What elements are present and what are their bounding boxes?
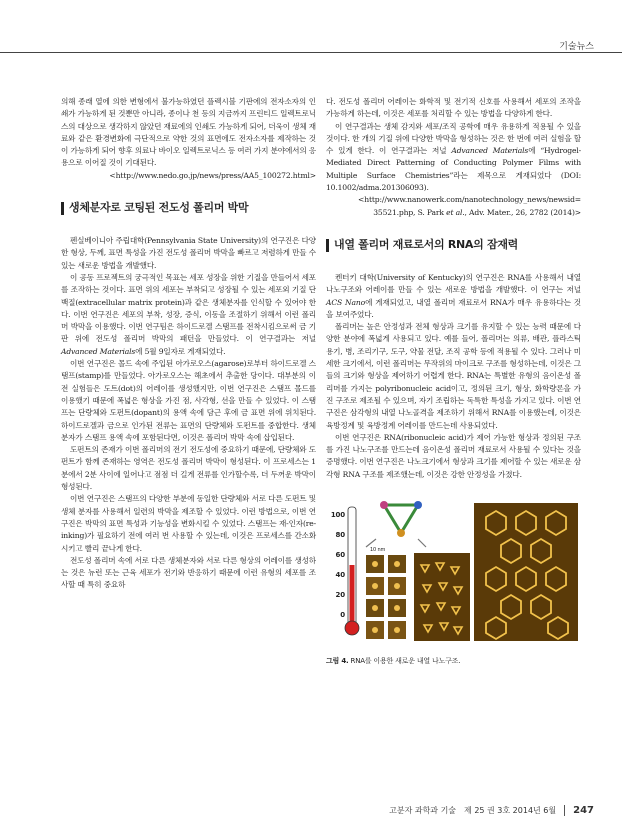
article-heading (61, 202, 316, 215)
afm-images-small (366, 555, 406, 639)
footer-issue: 제 25 권 3호 2014년 6월 (464, 806, 557, 815)
page-number: 247 (564, 805, 594, 816)
paragraph-text: 이 공동 프로젝트의 궁극적인 목표는 세포 성장을 위한 기질을 만들어서 세포를 조작하는 것이다. 표면 위의 세포는 부착되고 성장될 수 있는 세포외 기질 단백질(extracellular matrix protein)과 같은 생체분자를 인식할 수 있어야 한다. 이번 연구진은 세포의 부착, 성장, 증식, 이동을 조절하기 위해서 이런 폴리머 박막을 이용했다. 이번 연구팀은 하이드로겔 스탬프를 전착시킴으로써 금 기판 위에 전도성 폴리머 박막의 패턴을 만들었다. 이 연구결과는 저널 (61, 272, 316, 344)
paragraph-text: 에 “Hydrogel-Mediated Direct Patterning of Conducting Polymer Films with Multiple Surface Chemistries”라는 제목으로 게재되었다 (DOI: 10.1002/adma.201306093). (326, 146, 582, 193)
link-text: 35521.php, S. Park (373, 207, 444, 217)
figure-caption (326, 655, 581, 667)
journal-name: ACS Nano (326, 297, 366, 307)
paragraph (61, 272, 316, 358)
paragraph: 이번 연구진은 몰드 속에 주입된 아가로오스(agarose)로부터 하이드로겔 스탬프(stamp)를 만들었다. 아가로오스는 해초에서 추출한 당이다. 대부분의 이전 실험들은 도트(dot)의 어레이를 생성했지만, 이번 연구진은 스탬프 몰드를 이용했기 때문에 폭넓은 형상을 가진 점, 사각형, 선을 만들 수 있었다. 이 스탬프는 단량체와 도펀트(dopant)의 용액 속에 담근 후에 금 표면 위에 위치된다. 하이드로겔과 금으로 인가된 전류는 표면의 단량체와 도펀트를 중합한다. 생체 분자가 스탬프 용액 속에 포함된다면, 이것은 폴리머 박막 속에 삽입된다. (61, 359, 316, 442)
journal-name: Advanced Materials (451, 146, 529, 156)
heading-text: 내열 폴리머 재료로서의 RNA의 잠재력 (334, 238, 518, 252)
article-heading (326, 239, 581, 252)
rna-triangle-model (366, 501, 426, 547)
paragraph: 이번 연구진은 RNA(ribonucleic acid)가 제어 가능한 형상과 정의된 구조를 가진 나노구조를 만드는데 음이온성 폴리머 재료로서 사용될 수 있다는 것을 증명했다. 이번 연구진은 나노크기에서 형상과 크기를 제어할 수 있는 새로운 삼각형 RNA 구조를 제조했는데, 이것은 강한 안정성을 가졌다. (326, 432, 581, 479)
paragraph: 의해 종래 열에 의한 변형에서 불가능하였던 플렉시블 기판에의 전자소자의 인쇄가 가능하게 된 것뿐만 아니라, 종이나 천 등의 지금까지 프린티드 일렉트로닉스의 대상으로 생각하지 않았던 재료에의 인쇄도 가능하게 되어, 더욱이 생체 재료와 같은 환경변화에 극단적으로 약한 것의 표면에도 전자소자를 제작하는 것이 가능하게 되어 향후 의료나 바이오 일렉트로닉스 등 여러 가지 분야에서의 응용으로 이어질 것이 기대된다. (61, 97, 316, 168)
figure-graphic (326, 495, 581, 645)
link-text: ., Adv. Mater., 26, 2782 (2014)> (462, 207, 581, 217)
scale-bar-label: 10 nm (370, 547, 386, 554)
afm-image-array-1 (414, 553, 470, 641)
journal-name: Advanced Materials (61, 346, 136, 356)
thermo-tick: 60 (335, 551, 345, 560)
thermometer (345, 507, 359, 635)
figure-4 (326, 495, 581, 666)
footer-journal: 고분자 과학과 기술 (389, 806, 457, 815)
heading-bar (326, 239, 329, 252)
page-footer (389, 805, 594, 816)
right-column (326, 96, 582, 666)
paragraph: 전도성 폴리머 속에 서로 다른 생체분자와 서로 다른 형상의 어레이를 생성하는 것은 뉴런 또는 근육 세포가 전기와 반응하기 때문에 이런 유형의 세포를 조사할 때 특히 중요하 (61, 555, 316, 590)
source-link-cont[interactable] (326, 207, 581, 219)
paragraph: 펜실베이니아 주립대학(Pennsylvania State University)의 연구진은 다양한 형상, 두께, 표면 특성을 가진 전도성 폴리머 박막을 빠르고 저렴하게 만들 수 있는 새로운 방법을 개발했다. (61, 236, 316, 270)
thermo-tick: 100 (330, 511, 345, 520)
paragraph-text: 에 게재되었고, 내열 폴리머 재료로서 RNA가 매우 유용하다는 것을 보여주었다. (326, 297, 581, 319)
caption-label: 그림 4. (326, 657, 349, 666)
source-link[interactable]: <http://www.nedo.go.jp/news/press/AA5_100272.html> (109, 170, 316, 180)
paragraph: 도펀트의 존재가 이번 폴리머의 전기 전도성에 중요하기 때문에, 단량체와 도펀트가 함께 존재하는 영역은 전도성 폴리머 박막이 형성된다. 이 프로세스는 1분에서 2분 사이에 일어나고 점점 더 길게 전류를 인가할수록, 더 두꺼운 박막이 형성된다. (61, 445, 316, 492)
heading-bar (61, 202, 64, 215)
thermo-tick: 0 (340, 611, 345, 620)
paragraph: 폴리머는 높은 안정성과 전체 형상과 크기를 유지할 수 있는 능력 때문에 다양한 분야에 폭넓게 사용되고 있다. 예를 들어, 폴리머는 의류, 배관, 플라스틱 용기, 병, 조리기구, 도구, 약물 전달, 조직 공학 등에 적용될 수 있다. 그러나 미세한 크기에서, 이런 폴리머는 무작위의 마이크로 구조를 형성하는데, 이것은 그들의 크기와 형상을 제어하기 어렵게 한다. RNA는 특별한 유형의 음이온성 폴리머를 가지는 polyribonucleic acid이고, 정의된 크기, 형상, 화학량론을 가진 구조로 제조될 수 있으며, 자기 조립하는 독특한 특성을 가지고 있다. 이번 연구진은 삼각형의 내열 나노골격을 제조하기 위해서 RNA를 이용했는데, 이것은 육방정계 및 육방정계 어레이를 만드는데 사용되었다. (326, 322, 581, 430)
source-link[interactable]: <http://www.nanowerk.com/nanotechnology_news/newsid= (358, 195, 581, 205)
header-rule (0, 52, 622, 53)
paragraph-text: 이 연구결과는 생체 감지와 세포/조직 공학에 매우 유용하게 적용될 수 있을 것이다. 한 개의 기질 위에 다양한 박막을 형성하는 것은 한 번에 여러 실험을 할 수 있게 한다. 이 연구결과는 저널 (326, 121, 581, 156)
paragraph-text: 에 5월 9일자로 게재되었다. (135, 346, 226, 356)
paragraph: 이번 연구진은 스탬프의 다양한 부분에 동일한 단량체와 서로 다른 도펀트 및 생체 분자를 사용해서 일련의 박막을 제조할 수 있었다. 이런 방법으로, 이번 연구진은 박막의 표면 특성과 기능성을 변화시킬 수 있었다. 스탬프는 재-인자(re-inking)가 필요하기 전에 여러 번 사용할 수 있는데, 이것은 프로세스를 간소화시키고 빨리 끝나게 한다. (61, 494, 316, 553)
heading-text: 생체분자로 코팅된 전도성 폴리머 박막 (69, 201, 249, 215)
left-column (61, 96, 316, 592)
afm-image-hexagonal (474, 503, 578, 641)
link-etal: et al (446, 207, 463, 217)
section-tag: 기술뉴스 (559, 42, 594, 52)
thermo-tick: 80 (335, 531, 345, 540)
paragraph: 다. 전도성 폴리머 어레이는 화학적 및 전기적 신호를 사용해서 세포의 조작을 가능하게 하는데, 이것은 세포를 처리할 수 있는 방법을 다양하게 한다. (326, 97, 581, 119)
thermo-tick: 40 (335, 571, 345, 580)
caption-text: RNA를 이용한 새로운 내열 나노구조. (350, 657, 461, 666)
paragraph (326, 121, 581, 195)
paragraph-text: 켄터키 대학(University of Kentucky)의 연구진은 RNA를 사용해서 내열 나노구조와 어레이를 만들 수 있는 새로운 방법을 개발했다. 이 연구는 저널 (326, 272, 581, 295)
paragraph (326, 272, 581, 321)
thermo-tick: 20 (335, 591, 345, 600)
